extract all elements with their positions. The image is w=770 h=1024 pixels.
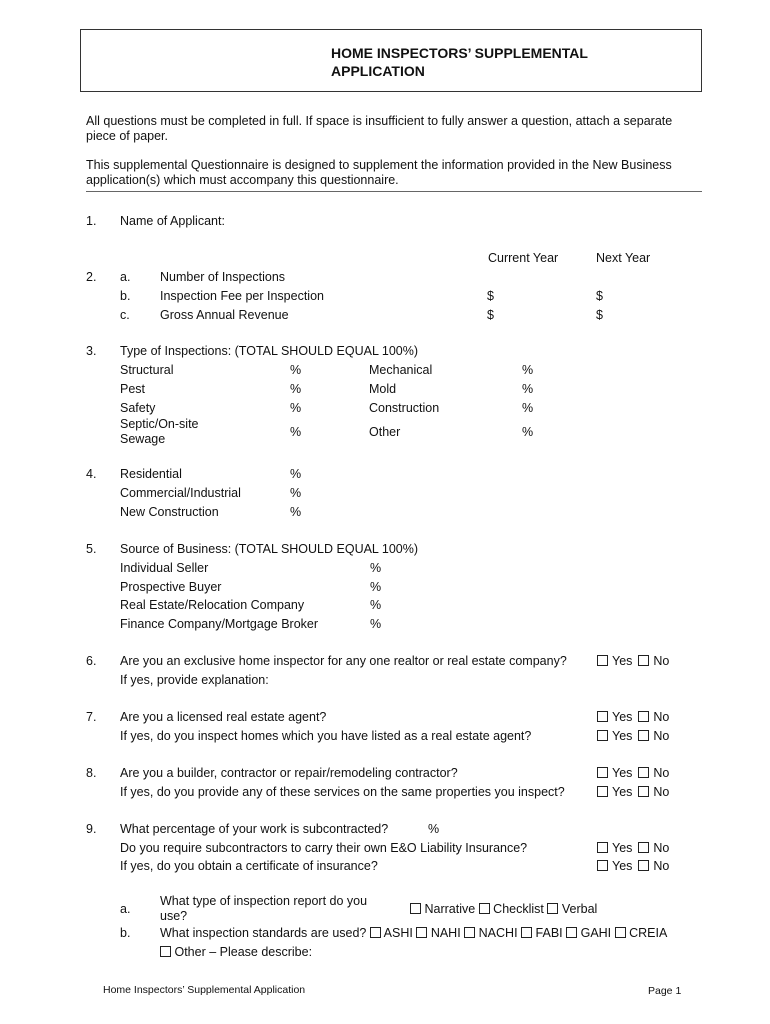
q2b-current-dollar: $ — [487, 289, 494, 303]
q7-followup: If yes, do you inspect homes which you have listed as a real estate agent? — [120, 729, 532, 743]
q8-no-checkbox[interactable] — [638, 767, 649, 778]
q3-septic: Septic/On-site Sewage — [120, 417, 199, 446]
q9b-letter: b. — [120, 926, 131, 940]
q2a-letter: a. — [120, 270, 131, 284]
q5-real-estate: Real Estate/Relocation Company — [120, 598, 305, 612]
fabi-label: FABI — [535, 926, 563, 940]
q3-label: Type of Inspections: (TOTAL SHOULD EQUAL 100%) — [120, 344, 419, 358]
q3-pest-pct: % — [290, 382, 302, 396]
q2b-label: Inspection Fee per Inspection — [160, 289, 324, 303]
q6-number: 6. — [86, 654, 97, 668]
q9a-letter: a. — [120, 902, 131, 916]
q4-commercial-pct: % — [290, 486, 302, 500]
yes-label: Yes — [612, 729, 633, 743]
ashi-label: ASHI — [383, 926, 413, 940]
q3-mold-pct: % — [522, 382, 534, 396]
q4-residential-pct: % — [290, 467, 302, 481]
q3-mechanical: Mechanical — [369, 363, 433, 377]
yes-label: Yes — [612, 710, 633, 724]
creia-checkbox[interactable] — [615, 927, 626, 938]
q5-individual-seller: Individual Seller — [120, 561, 209, 575]
q9-certificate-no-checkbox[interactable] — [638, 860, 649, 871]
verbal-checkbox[interactable] — [547, 903, 558, 914]
q9-certificate-yes-checkbox[interactable] — [597, 860, 608, 871]
q8-number: 8. — [86, 766, 97, 780]
q5-individual-seller-pct: % — [370, 561, 382, 575]
q8-followup: If yes, do you provide any of these services on the same properties you inspect? — [120, 785, 565, 799]
q9-insurance-no-checkbox[interactable] — [638, 842, 649, 853]
q9-number: 9. — [86, 822, 97, 836]
narrative-checkbox[interactable] — [410, 903, 421, 914]
checklist-checkbox[interactable] — [479, 903, 490, 914]
q7-yes-checkbox[interactable] — [597, 711, 608, 722]
yes-label: Yes — [612, 766, 633, 780]
q6-yes-checkbox[interactable] — [597, 655, 608, 666]
q7-number: 7. — [86, 710, 97, 724]
nachi-label: NACHI — [478, 926, 518, 940]
yes-label: Yes — [612, 859, 633, 873]
q3-number: 3. — [86, 344, 97, 358]
page-title: HOME INSPECTORS’ SUPPLEMENTAL APPLICATION — [331, 45, 588, 79]
q8-question: Are you a builder, contractor or repair/remodeling contractor? — [120, 766, 458, 780]
q7-yes-no — [597, 710, 669, 724]
yes-label: Yes — [612, 654, 633, 668]
q4-commercial: Commercial/Industrial — [120, 486, 241, 500]
nahi-checkbox[interactable] — [416, 927, 427, 938]
q3-other-pct: % — [522, 425, 534, 439]
q5-prospective-buyer: Prospective Buyer — [120, 580, 222, 594]
no-label: No — [653, 654, 670, 668]
no-label: No — [653, 766, 670, 780]
q2b-next-dollar: $ — [596, 289, 603, 303]
q5-finance-pct: % — [370, 617, 382, 631]
q2b-letter: b. — [120, 289, 131, 303]
q9b-label: What inspection standards are used? — [160, 926, 367, 940]
q9-question: What percentage of your work is subcontracted? — [120, 822, 389, 836]
q8-yes-checkbox[interactable] — [597, 767, 608, 778]
verbal-label: Verbal — [561, 902, 598, 916]
q3-structural-pct: % — [290, 363, 302, 377]
q6-yes-no — [597, 654, 669, 668]
divider — [86, 191, 702, 192]
q3-construction: Construction — [369, 401, 440, 415]
title-box — [80, 29, 702, 92]
no-label: No — [653, 729, 670, 743]
gahi-checkbox[interactable] — [566, 927, 577, 938]
narrative-label: Narrative — [424, 902, 476, 916]
q2c-letter: c. — [120, 308, 130, 322]
other-checkbox[interactable] — [160, 946, 171, 957]
q9-subcontractor-insurance: Do you require subcontractors to carry their own E&O Liability Insurance? — [120, 841, 528, 855]
checklist-label: Checklist — [493, 902, 544, 916]
ashi-checkbox[interactable] — [370, 927, 381, 938]
q7-followup-yes-no — [597, 729, 669, 743]
q8-followup-yes-checkbox[interactable] — [597, 786, 608, 797]
q4-new-construction: New Construction — [120, 505, 219, 519]
q2c-label: Gross Annual Revenue — [160, 308, 289, 322]
q9a-label: What type of inspection report do you use? — [160, 894, 368, 923]
q6-no-checkbox[interactable] — [638, 655, 649, 666]
nahi-label: NAHI — [430, 926, 461, 940]
q9a-options — [410, 902, 597, 917]
q5-number: 5. — [86, 542, 97, 556]
no-label: No — [653, 710, 670, 724]
q7-question: Are you a licensed real estate agent? — [120, 710, 327, 724]
q4-number: 4. — [86, 467, 97, 481]
q3-septic-pct: % — [290, 425, 302, 439]
q9b-other-row — [160, 945, 312, 960]
q8-yes-no — [597, 766, 669, 780]
q2c-current-dollar: $ — [487, 308, 494, 322]
q6-followup: If yes, provide explanation: — [120, 673, 269, 687]
q3-structural: Structural — [120, 363, 174, 377]
q5-label: Source of Business: (TOTAL SHOULD EQUAL 100%) — [120, 542, 419, 556]
footer-title: Home Inspectors’ Supplemental Application — [103, 984, 306, 996]
q3-mechanical-pct: % — [522, 363, 534, 377]
q9-pct: % — [428, 822, 440, 836]
yes-label: Yes — [612, 785, 633, 799]
yes-label: Yes — [612, 841, 633, 855]
q8-followup-yes-no — [597, 785, 669, 799]
q2-number: 2. — [86, 270, 97, 284]
q9-insurance-yes-checkbox[interactable] — [597, 842, 608, 853]
q5-real-estate-pct: % — [370, 598, 382, 612]
other-label: Other – Please describe: — [174, 945, 313, 959]
nachi-checkbox[interactable] — [464, 927, 475, 938]
q5-finance: Finance Company/Mortgage Broker — [120, 617, 319, 631]
gahi-label: GAHI — [580, 926, 612, 940]
q3-mold: Mold — [369, 382, 397, 396]
fabi-checkbox[interactable] — [521, 927, 532, 938]
q8-followup-no-checkbox[interactable] — [638, 786, 649, 797]
q1-number: 1. — [86, 214, 97, 228]
q1-label: Name of Applicant: — [120, 214, 225, 228]
intro-instructions: All questions must be completed in full. If space is insufficient to fully answer a question, attach a separate piece of paper. — [86, 114, 673, 143]
q2a-label: Number of Inspections — [160, 270, 286, 284]
q9-insurance-yes-no — [597, 841, 669, 855]
q3-safety-pct: % — [290, 401, 302, 415]
no-label: No — [653, 841, 670, 855]
no-label: No — [653, 859, 670, 873]
q4-residential: Residential — [120, 467, 182, 481]
q3-construction-pct: % — [522, 401, 534, 415]
q2-col-next-year: Next Year — [596, 251, 651, 265]
q9b-options-row — [160, 926, 667, 941]
creia-label: CREIA — [629, 926, 668, 940]
page-number: Page 1 — [648, 985, 682, 997]
q9-certificate: If yes, do you obtain a certificate of insurance? — [120, 859, 378, 873]
q7-followup-yes-checkbox[interactable] — [597, 730, 608, 741]
q2-col-current-year: Current Year — [488, 251, 559, 265]
q5-prospective-buyer-pct: % — [370, 580, 382, 594]
q2c-next-dollar: $ — [596, 308, 603, 322]
q6-question: Are you an exclusive home inspector for any one realtor or real estate company? — [120, 654, 567, 668]
q3-pest: Pest — [120, 382, 146, 396]
q3-safety: Safety — [120, 401, 156, 415]
q3-other: Other — [369, 425, 401, 439]
q7-followup-no-checkbox[interactable] — [638, 730, 649, 741]
q7-no-checkbox[interactable] — [638, 711, 649, 722]
no-label: No — [653, 785, 670, 799]
intro-purpose: This supplemental Questionnaire is designed to supplement the information provided in the New Business application(s) which must accompany this questionnaire. — [86, 158, 672, 187]
q9-certificate-yes-no — [597, 859, 669, 873]
q4-new-construction-pct: % — [290, 505, 302, 519]
